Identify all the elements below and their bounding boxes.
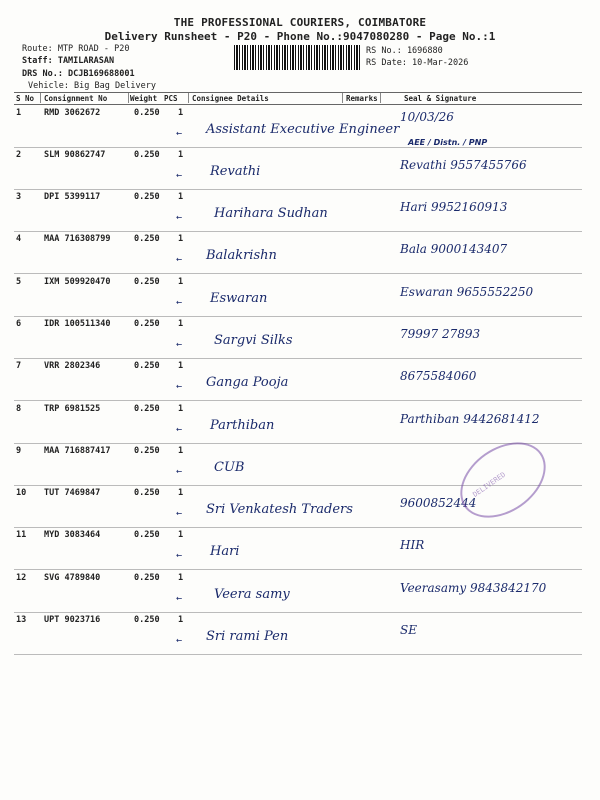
drs-label: DRS No.: DCJB169688001 — [22, 69, 135, 79]
barcode — [234, 45, 360, 70]
row-pcs: 1 — [178, 530, 184, 540]
table-row — [0, 106, 600, 148]
col-divider — [188, 93, 189, 103]
row-divider — [14, 569, 582, 570]
row-sno: 5 — [16, 277, 22, 287]
col-pcs: PCS — [164, 94, 178, 103]
arrow-mark-icon: ← — [176, 128, 183, 139]
table-row — [0, 232, 600, 274]
row-pcs: 1 — [178, 319, 184, 329]
col-remarks: Remarks — [346, 94, 378, 103]
row-pcs: 1 — [178, 277, 184, 287]
row-pcs: 1 — [178, 488, 184, 498]
consignee-handwriting: CUB — [214, 460, 245, 475]
row-divider — [14, 273, 582, 274]
signature-handwriting: 79997 27893 — [400, 327, 481, 341]
arrow-mark-icon: ← — [176, 381, 183, 392]
signature-handwriting: Veerasamy 9843842170 — [400, 581, 547, 595]
row-sno: 1 — [16, 108, 22, 118]
arrow-mark-icon: ← — [176, 508, 183, 519]
row-consignment: DPI 5399117 — [44, 192, 101, 202]
row-weight: 0.250 — [134, 404, 160, 414]
arrow-mark-icon: ← — [176, 212, 183, 223]
row-consignment: TRP 6981525 — [44, 404, 101, 414]
row-sno: 4 — [16, 234, 22, 244]
row-consignment: MAA 716308799 — [44, 234, 111, 244]
row-consignment: TUT 7469847 — [44, 488, 101, 498]
col-consignment: Consignment No — [44, 94, 108, 103]
table-row — [0, 359, 600, 401]
consignee-handwriting: Sri rami Pen — [206, 629, 289, 644]
row-pcs: 1 — [178, 446, 184, 456]
vehicle-label: Vehicle: Big Bag Delivery — [28, 81, 156, 91]
row-weight: 0.250 — [134, 234, 160, 244]
consignee-handwriting: Harihara Sudhan — [214, 206, 328, 221]
signature-handwriting: Bala 9000143407 — [400, 242, 508, 256]
arrow-mark-icon: ← — [176, 339, 183, 350]
row-sno: 2 — [16, 150, 22, 160]
row-pcs: 1 — [178, 192, 184, 202]
signature-handwriting: 9600852444 — [400, 496, 477, 510]
row-weight: 0.250 — [134, 319, 160, 329]
row-consignment: IDR 100511340 — [44, 319, 111, 329]
col-divider — [342, 93, 343, 103]
row-consignment: VRR 2802346 — [44, 361, 101, 371]
signature-handwriting: Hari 9952160913 — [400, 200, 508, 214]
consignee-handwriting: Balakrishn — [206, 248, 277, 263]
row-weight: 0.250 — [134, 150, 160, 160]
row-weight: 0.250 — [134, 446, 160, 456]
arrow-mark-icon: ← — [176, 424, 183, 435]
row-consignment: MAA 716887417 — [44, 446, 111, 456]
row-divider — [14, 400, 582, 401]
row-sno: 9 — [16, 446, 22, 456]
header-bottom-rule — [14, 104, 582, 105]
row-weight: 0.250 — [134, 530, 160, 540]
signature-handwriting: 8675584060 — [400, 369, 477, 383]
consignee-handwriting: Eswaran — [210, 291, 268, 306]
col-divider — [40, 93, 41, 103]
row-weight: 0.250 — [134, 488, 160, 498]
row-sno: 11 — [16, 530, 27, 540]
col-weight: Weight — [130, 94, 158, 103]
table-row — [0, 275, 600, 317]
table-row — [0, 571, 600, 613]
col-divider — [128, 93, 129, 103]
row-sno: 3 — [16, 192, 22, 202]
signature-handwriting: 10/03/26 — [400, 110, 454, 124]
col-divider — [380, 93, 381, 103]
arrow-mark-icon: ← — [176, 254, 183, 265]
row-sno: 6 — [16, 319, 22, 329]
col-seal: Seal & Signature — [404, 94, 477, 103]
signature-handwriting: Eswaran 9655552250 — [400, 285, 534, 299]
consignee-handwriting: Veera samy — [214, 587, 290, 602]
arrow-mark-icon: ← — [176, 170, 183, 181]
delivery-stamp: DELIVERED — [446, 427, 560, 533]
arrow-mark-icon: ← — [176, 466, 183, 477]
route-label: Route: MTP ROAD - P20 — [22, 44, 130, 54]
row-consignment: UPT 9023716 — [44, 615, 101, 625]
row-pcs: 1 — [178, 108, 184, 118]
row-consignment: MYD 3083464 — [44, 530, 101, 540]
row-weight: 0.250 — [134, 573, 160, 583]
row-consignment: SVG 4789840 — [44, 573, 101, 583]
table-row — [0, 190, 600, 232]
col-sno: S No — [16, 94, 35, 103]
arrow-mark-icon: ← — [176, 550, 183, 561]
consignee-handwriting: Hari — [210, 544, 240, 559]
row-sno: 7 — [16, 361, 22, 371]
consignee-handwriting: Parthiban — [210, 418, 275, 433]
rs-date: RS Date: 10-Mar-2026 — [366, 58, 469, 68]
row-weight: 0.250 — [134, 192, 160, 202]
company-title: THE PROFESSIONAL COURIERS, COIMBATORE — [173, 16, 427, 29]
row-sno: 13 — [16, 615, 27, 625]
row-divider — [14, 654, 582, 655]
row-pcs: 1 — [178, 404, 184, 414]
table-row — [0, 613, 600, 655]
header-top-rule — [14, 92, 582, 93]
row-pcs: 1 — [178, 150, 184, 160]
arrow-mark-icon: ← — [176, 297, 183, 308]
table-row — [0, 148, 600, 190]
row-consignment: SLM 9086274​7 — [44, 150, 106, 160]
table-row — [0, 402, 600, 444]
consignee-handwriting: Sri Venkatesh Traders — [206, 502, 353, 517]
row-pcs: 1 — [178, 573, 184, 583]
consignee-handwriting: Sargvi Silks — [214, 333, 293, 348]
rs-number: RS No.: 1696880 — [366, 46, 443, 56]
table-row — [0, 528, 600, 570]
arrow-mark-icon: ← — [176, 635, 183, 646]
row-sno: 8 — [16, 404, 22, 414]
row-consignment: RMD 3062672 — [44, 108, 101, 118]
signature-handwriting: HIR — [400, 538, 425, 552]
runsheet-subtitle: Delivery Runsheet - P20 - Phone No.:9047080280 - Page No.:1 — [104, 30, 496, 43]
row-pcs: 1 — [178, 234, 184, 244]
row-consignment: IXM 509920470 — [44, 277, 111, 287]
signature-handwriting: Revathi 9557455766 — [400, 158, 527, 172]
row-weight: 0.250 — [134, 615, 160, 625]
signature-handwriting: Parthiban 9442681412 — [400, 412, 540, 426]
signature-handwriting: SE — [400, 623, 417, 637]
consignee-handwriting: Ganga Pooja — [206, 375, 289, 390]
row-pcs: 1 — [178, 361, 184, 371]
row-sno: 12 — [16, 573, 27, 583]
row-weight: 0.250 — [134, 108, 160, 118]
seal-note: AEE / Distn. / PNP — [408, 138, 488, 147]
consignee-handwriting: Revathi — [210, 164, 261, 179]
consignee-handwriting: Assistant Executive Engineer — [206, 122, 400, 137]
row-sno: 10 — [16, 488, 27, 498]
arrow-mark-icon: ← — [176, 593, 183, 604]
row-weight: 0.250 — [134, 277, 160, 287]
row-pcs: 1 — [178, 615, 184, 625]
row-weight: 0.250 — [134, 361, 160, 371]
table-row — [0, 317, 600, 359]
col-consignee: Consignee Details — [192, 94, 269, 103]
staff-label: Staff: TAMILARASAN — [22, 56, 115, 66]
